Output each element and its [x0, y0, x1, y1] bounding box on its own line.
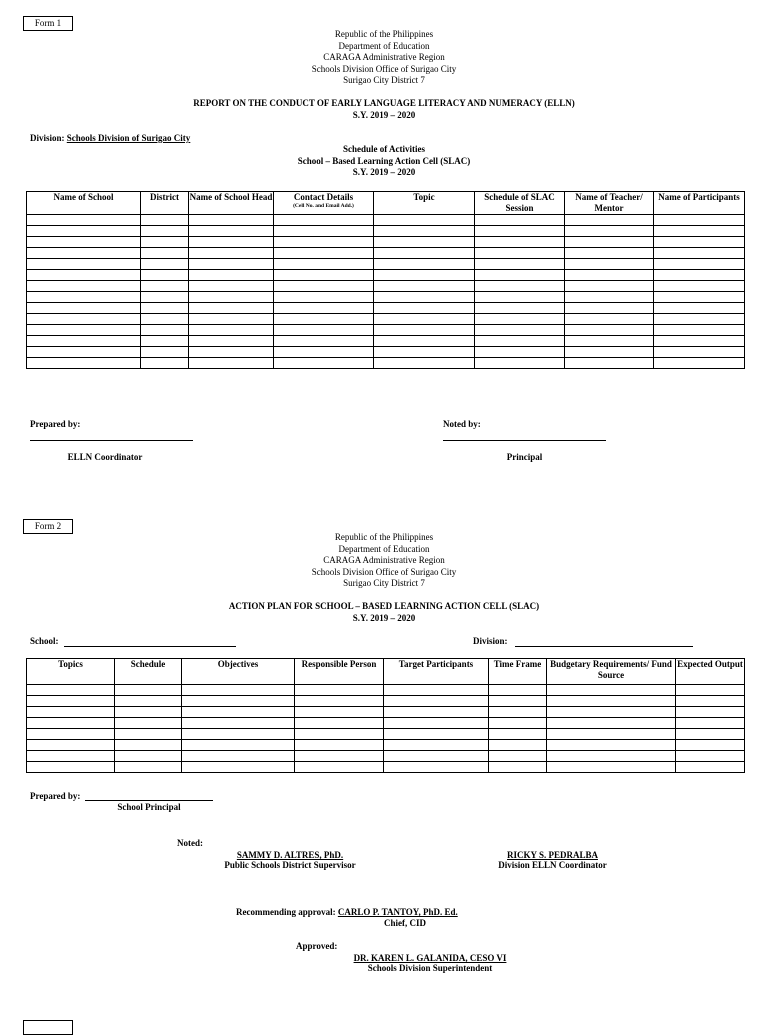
- table-cell[interactable]: [27, 248, 141, 259]
- form1-subtitle: [0, 144, 768, 179]
- school-principal-label: School Principal: [117, 802, 181, 812]
- table-cell[interactable]: [115, 685, 182, 696]
- table-cell[interactable]: [374, 314, 475, 325]
- division-value: Schools Division of Surigao City: [66, 133, 191, 143]
- table-cell[interactable]: [141, 325, 189, 336]
- table-cell[interactable]: [475, 215, 565, 226]
- table-cell[interactable]: [182, 707, 295, 718]
- table-cell[interactable]: [141, 270, 189, 281]
- table-cell[interactable]: [654, 347, 745, 358]
- table-cell[interactable]: [676, 740, 745, 751]
- col-header: Name of Participants: [654, 192, 745, 215]
- table-cell[interactable]: [141, 303, 189, 314]
- table-cell[interactable]: [384, 751, 489, 762]
- table-cell[interactable]: [182, 762, 295, 773]
- table-cell[interactable]: [182, 685, 295, 696]
- table-cell[interactable]: [141, 347, 189, 358]
- form2-label: Form 2: [23, 519, 73, 534]
- table-row: [27, 358, 745, 369]
- coordinator-name: RICKY S. PEDRALBA: [507, 850, 598, 860]
- table-cell[interactable]: [141, 237, 189, 248]
- table-cell[interactable]: [384, 762, 489, 773]
- table-cell[interactable]: [565, 281, 654, 292]
- table-cell[interactable]: [475, 237, 565, 248]
- table-row: [27, 237, 745, 248]
- table-cell[interactable]: [384, 707, 489, 718]
- table-cell[interactable]: [141, 259, 189, 270]
- table-row: [27, 314, 745, 325]
- table-cell[interactable]: [189, 325, 274, 336]
- col-header: Topic: [374, 192, 475, 215]
- table-cell[interactable]: [374, 259, 475, 270]
- table-cell[interactable]: [489, 751, 547, 762]
- table-cell[interactable]: [565, 336, 654, 347]
- table-cell[interactable]: [274, 314, 374, 325]
- col-header: Schedule: [115, 659, 182, 685]
- principal-label: Principal: [506, 452, 543, 462]
- supervisor-role: Public Schools District Supervisor: [224, 860, 356, 870]
- table-cell[interactable]: [475, 314, 565, 325]
- table-cell[interactable]: [489, 696, 547, 707]
- table-cell[interactable]: [27, 729, 115, 740]
- table-row: [27, 248, 745, 259]
- table-cell[interactable]: [274, 237, 374, 248]
- table-cell[interactable]: [654, 303, 745, 314]
- table-cell[interactable]: [141, 292, 189, 303]
- superintendent-role: Schools Division Superintendent: [367, 963, 493, 973]
- table-row: [27, 718, 745, 729]
- table-cell[interactable]: [189, 248, 274, 259]
- table-cell[interactable]: [654, 270, 745, 281]
- table-cell[interactable]: [565, 248, 654, 259]
- table-cell[interactable]: [547, 729, 676, 740]
- sig2-block: [460, 850, 645, 870]
- table-row: [27, 740, 745, 751]
- table-cell[interactable]: [115, 729, 182, 740]
- col-header: Expected Output: [676, 659, 745, 685]
- elln-coordinator-label: ELLN Coordinator: [67, 452, 143, 462]
- table-cell[interactable]: [27, 347, 141, 358]
- prepared-by-label: Prepared by:: [30, 419, 81, 429]
- col-header: Name of Teacher/ Mentor: [565, 192, 654, 215]
- table-cell[interactable]: [565, 314, 654, 325]
- table-row: [27, 685, 745, 696]
- col-header: Name of School Head: [189, 192, 274, 215]
- signature-line: [30, 440, 193, 441]
- col-header: Target Participants: [384, 659, 489, 685]
- form1-sy: S.Y. 2019 – 2020: [352, 110, 416, 120]
- table-cell[interactable]: [654, 259, 745, 270]
- table-cell[interactable]: [27, 237, 141, 248]
- table-cell[interactable]: [374, 281, 475, 292]
- table-cell[interactable]: [274, 347, 374, 358]
- col-header: Name of School: [27, 192, 141, 215]
- table-cell[interactable]: [274, 215, 374, 226]
- table-cell[interactable]: [295, 751, 384, 762]
- table-cell[interactable]: [189, 303, 274, 314]
- table-cell[interactable]: [374, 292, 475, 303]
- col-header: Budgetary Requirements/ Fund Source: [547, 659, 676, 685]
- table-cell[interactable]: [27, 325, 141, 336]
- approved-label: Approved:: [296, 941, 338, 951]
- table-cell[interactable]: [475, 292, 565, 303]
- table-cell[interactable]: [182, 718, 295, 729]
- table-cell[interactable]: [547, 707, 676, 718]
- table-cell[interactable]: [676, 685, 745, 696]
- table-cell[interactable]: [189, 215, 274, 226]
- table-cell[interactable]: [475, 358, 565, 369]
- table-cell[interactable]: [489, 740, 547, 751]
- table-cell[interactable]: [141, 314, 189, 325]
- table-cell[interactable]: [27, 762, 115, 773]
- form2-sy: S.Y. 2019 – 2020: [352, 613, 416, 623]
- table-cell[interactable]: [115, 707, 182, 718]
- coordinator-role: Division ELLN Coordinator: [498, 860, 607, 870]
- division-label-2: Division:: [473, 636, 508, 646]
- header-line: Department of Education: [338, 543, 430, 554]
- table-row: [27, 292, 745, 303]
- table-cell[interactable]: [189, 292, 274, 303]
- table-cell[interactable]: [547, 718, 676, 729]
- form1-header: [0, 29, 768, 87]
- table-cell[interactable]: [27, 259, 141, 270]
- table-cell[interactable]: [274, 336, 374, 347]
- table-cell[interactable]: [565, 325, 654, 336]
- table-cell[interactable]: [27, 696, 115, 707]
- table-cell[interactable]: [565, 259, 654, 270]
- table-cell[interactable]: [295, 762, 384, 773]
- table-cell[interactable]: [654, 215, 745, 226]
- school-field-line[interactable]: [64, 646, 236, 647]
- table-cell[interactable]: [182, 751, 295, 762]
- table-cell[interactable]: [475, 347, 565, 358]
- col-header: Objectives: [182, 659, 295, 685]
- col-header: Responsible Person: [295, 659, 384, 685]
- table-cell[interactable]: [27, 685, 115, 696]
- table-cell[interactable]: [475, 325, 565, 336]
- table-cell[interactable]: [676, 696, 745, 707]
- table-cell[interactable]: [141, 248, 189, 259]
- table-cell[interactable]: [489, 707, 547, 718]
- table-cell[interactable]: [274, 248, 374, 259]
- table-cell[interactable]: [115, 696, 182, 707]
- contact-header-text: Contact Details: [293, 192, 354, 202]
- table-cell[interactable]: [565, 303, 654, 314]
- table-cell[interactable]: [654, 325, 745, 336]
- table-cell[interactable]: [182, 740, 295, 751]
- col-header: Time Frame: [489, 659, 547, 685]
- table-cell[interactable]: [374, 226, 475, 237]
- table-cell[interactable]: [189, 314, 274, 325]
- header-line: Surigao City District 7: [343, 75, 425, 85]
- table-cell[interactable]: [676, 707, 745, 718]
- table-cell[interactable]: [489, 762, 547, 773]
- subtitle-line: School – Based Learning Action Cell (SLAC): [297, 155, 471, 166]
- header-line: Schools Division Office of Surigao City: [311, 63, 457, 74]
- division-field-line[interactable]: [515, 646, 693, 647]
- form2-header: [0, 532, 768, 590]
- table-cell[interactable]: [274, 281, 374, 292]
- table-cell[interactable]: [475, 226, 565, 237]
- table-cell[interactable]: [295, 740, 384, 751]
- table-cell[interactable]: [374, 248, 475, 259]
- table-cell[interactable]: [27, 707, 115, 718]
- division-label: Division:: [30, 133, 65, 143]
- table-row: [27, 303, 745, 314]
- table-cell[interactable]: [295, 707, 384, 718]
- col-header: Schedule of SLAC Session: [475, 192, 565, 215]
- table-cell[interactable]: [189, 336, 274, 347]
- table-cell[interactable]: [189, 281, 274, 292]
- table-cell[interactable]: [654, 358, 745, 369]
- table-cell[interactable]: [274, 226, 374, 237]
- form2-title: ACTION PLAN FOR SCHOOL – BASED LEARNING ACTION CELL (SLAC): [228, 601, 540, 611]
- action-plan-table: [26, 658, 745, 773]
- signature-line: [85, 800, 213, 801]
- table-cell[interactable]: [115, 718, 182, 729]
- table-cell[interactable]: [27, 314, 141, 325]
- table-cell[interactable]: [374, 237, 475, 248]
- table-cell[interactable]: [274, 325, 374, 336]
- table-row: [27, 215, 745, 226]
- table-cell[interactable]: [565, 358, 654, 369]
- table-cell[interactable]: [27, 718, 115, 729]
- form3-box-edge: [23, 1020, 73, 1035]
- table-row: [27, 336, 745, 347]
- division-line: [30, 133, 190, 143]
- table-cell[interactable]: [489, 685, 547, 696]
- table-cell[interactable]: [189, 270, 274, 281]
- table-cell[interactable]: [374, 303, 475, 314]
- table-cell[interactable]: [182, 696, 295, 707]
- table-cell[interactable]: [547, 685, 676, 696]
- table-cell[interactable]: [27, 292, 141, 303]
- table-cell[interactable]: [141, 358, 189, 369]
- table-cell[interactable]: [141, 336, 189, 347]
- table-cell[interactable]: [295, 685, 384, 696]
- recommending-role: Chief, CID: [384, 918, 426, 928]
- table-cell[interactable]: [547, 751, 676, 762]
- table-cell[interactable]: [374, 347, 475, 358]
- table-cell[interactable]: [676, 762, 745, 773]
- table-cell[interactable]: [654, 336, 745, 347]
- table-cell[interactable]: [489, 729, 547, 740]
- table-cell[interactable]: [141, 226, 189, 237]
- table-cell[interactable]: [27, 281, 141, 292]
- prepared-by-label-2: Prepared by:: [30, 791, 81, 801]
- subtitle-line: S.Y. 2019 – 2020: [352, 167, 416, 177]
- table-cell[interactable]: [141, 215, 189, 226]
- table-cell[interactable]: [475, 248, 565, 259]
- header-line: Schools Division Office of Surigao City: [311, 566, 457, 577]
- subtitle-line: Schedule of Activities: [343, 144, 425, 154]
- header-line: Republic of the Philippines: [334, 29, 434, 39]
- table-cell[interactable]: [274, 358, 374, 369]
- noted-label: Noted:: [177, 838, 203, 848]
- table-cell[interactable]: [475, 281, 565, 292]
- recommending-line: [236, 907, 458, 917]
- table-cell[interactable]: [676, 718, 745, 729]
- table-cell[interactable]: [295, 718, 384, 729]
- table-cell[interactable]: [27, 226, 141, 237]
- table-cell[interactable]: [189, 347, 274, 358]
- table-cell[interactable]: [489, 718, 547, 729]
- recommending-label: Recommending approval:: [236, 907, 336, 917]
- table-cell[interactable]: [384, 718, 489, 729]
- table-cell[interactable]: [295, 729, 384, 740]
- signature-line: [443, 440, 606, 441]
- col-header: [274, 192, 374, 215]
- table-row: [27, 762, 745, 773]
- table-row: [27, 259, 745, 270]
- table-cell[interactable]: [565, 226, 654, 237]
- table-cell[interactable]: [115, 762, 182, 773]
- table-cell[interactable]: [384, 729, 489, 740]
- table-cell[interactable]: [654, 314, 745, 325]
- header-line: CARAGA Administrative Region: [323, 555, 445, 565]
- table-cell[interactable]: [475, 336, 565, 347]
- table-row: [27, 226, 745, 237]
- table-cell[interactable]: [374, 358, 475, 369]
- table-row: [27, 281, 745, 292]
- supervisor-name: SAMMY D. ALTRES, PhD.: [236, 850, 344, 860]
- header-line: Republic of the Philippines: [334, 532, 434, 542]
- table-cell[interactable]: [189, 259, 274, 270]
- table-cell[interactable]: [565, 237, 654, 248]
- table-cell[interactable]: [27, 215, 141, 226]
- table-cell[interactable]: [654, 237, 745, 248]
- table-cell[interactable]: [547, 762, 676, 773]
- table-row: [27, 347, 745, 358]
- header-line: Department of Education: [338, 40, 430, 51]
- table-cell[interactable]: [274, 259, 374, 270]
- table-cell[interactable]: [565, 270, 654, 281]
- col-header: Topics: [27, 659, 115, 685]
- table-cell[interactable]: [654, 292, 745, 303]
- contact-note: (Cell No. and Email Add.): [293, 203, 354, 209]
- table-cell[interactable]: [547, 696, 676, 707]
- table-cell[interactable]: [654, 226, 745, 237]
- form1-title: REPORT ON THE CONDUCT OF EARLY LANGUAGE LITERACY AND NUMERACY (ELLN): [193, 98, 575, 108]
- table-row: [27, 270, 745, 281]
- table-cell[interactable]: [654, 248, 745, 259]
- approved-block: [340, 953, 520, 973]
- table-cell[interactable]: [374, 215, 475, 226]
- table-row: [27, 729, 745, 740]
- table-cell[interactable]: [27, 336, 141, 347]
- table-cell[interactable]: [374, 325, 475, 336]
- table-cell[interactable]: [475, 259, 565, 270]
- table-cell[interactable]: [141, 281, 189, 292]
- table-cell[interactable]: [384, 740, 489, 751]
- table-cell[interactable]: [475, 303, 565, 314]
- table-cell[interactable]: [27, 751, 115, 762]
- sig1-block: [195, 850, 385, 870]
- table-row: [27, 325, 745, 336]
- table-cell[interactable]: [274, 292, 374, 303]
- table-cell[interactable]: [189, 237, 274, 248]
- table-cell[interactable]: [27, 270, 141, 281]
- table-cell[interactable]: [274, 303, 374, 314]
- table-cell[interactable]: [189, 226, 274, 237]
- table-cell[interactable]: [27, 358, 141, 369]
- table-cell[interactable]: [115, 740, 182, 751]
- table-cell[interactable]: [295, 696, 384, 707]
- superintendent-name: DR. KAREN L. GALANIDA, CESO VI: [353, 953, 507, 963]
- table-cell[interactable]: [547, 740, 676, 751]
- noted-by-label: Noted by:: [443, 419, 481, 429]
- table-cell[interactable]: [384, 685, 489, 696]
- recommending-name: CARLO P. TANTOY, PhD. Ed.: [337, 907, 458, 917]
- table-cell[interactable]: [475, 270, 565, 281]
- table-cell[interactable]: [565, 292, 654, 303]
- header-line: CARAGA Administrative Region: [323, 52, 445, 62]
- school-label: School:: [30, 636, 59, 646]
- table-cell[interactable]: [27, 740, 115, 751]
- table-row: [27, 696, 745, 707]
- header-line: Surigao City District 7: [343, 578, 425, 588]
- table-cell[interactable]: [654, 281, 745, 292]
- table-cell[interactable]: [374, 270, 475, 281]
- table-cell[interactable]: [676, 751, 745, 762]
- table-cell[interactable]: [676, 729, 745, 740]
- table-cell[interactable]: [27, 303, 141, 314]
- col-header: District: [141, 192, 189, 215]
- table-cell[interactable]: [384, 696, 489, 707]
- form1-label: Form 1: [23, 16, 73, 31]
- slac-schedule-table: [26, 191, 745, 369]
- table-cell[interactable]: [115, 751, 182, 762]
- table-row: [27, 751, 745, 762]
- table-cell[interactable]: [274, 270, 374, 281]
- table-cell[interactable]: [189, 358, 274, 369]
- table-cell[interactable]: [565, 347, 654, 358]
- table-cell[interactable]: [565, 215, 654, 226]
- table-row: [27, 707, 745, 718]
- table-cell[interactable]: [374, 336, 475, 347]
- table-cell[interactable]: [182, 729, 295, 740]
